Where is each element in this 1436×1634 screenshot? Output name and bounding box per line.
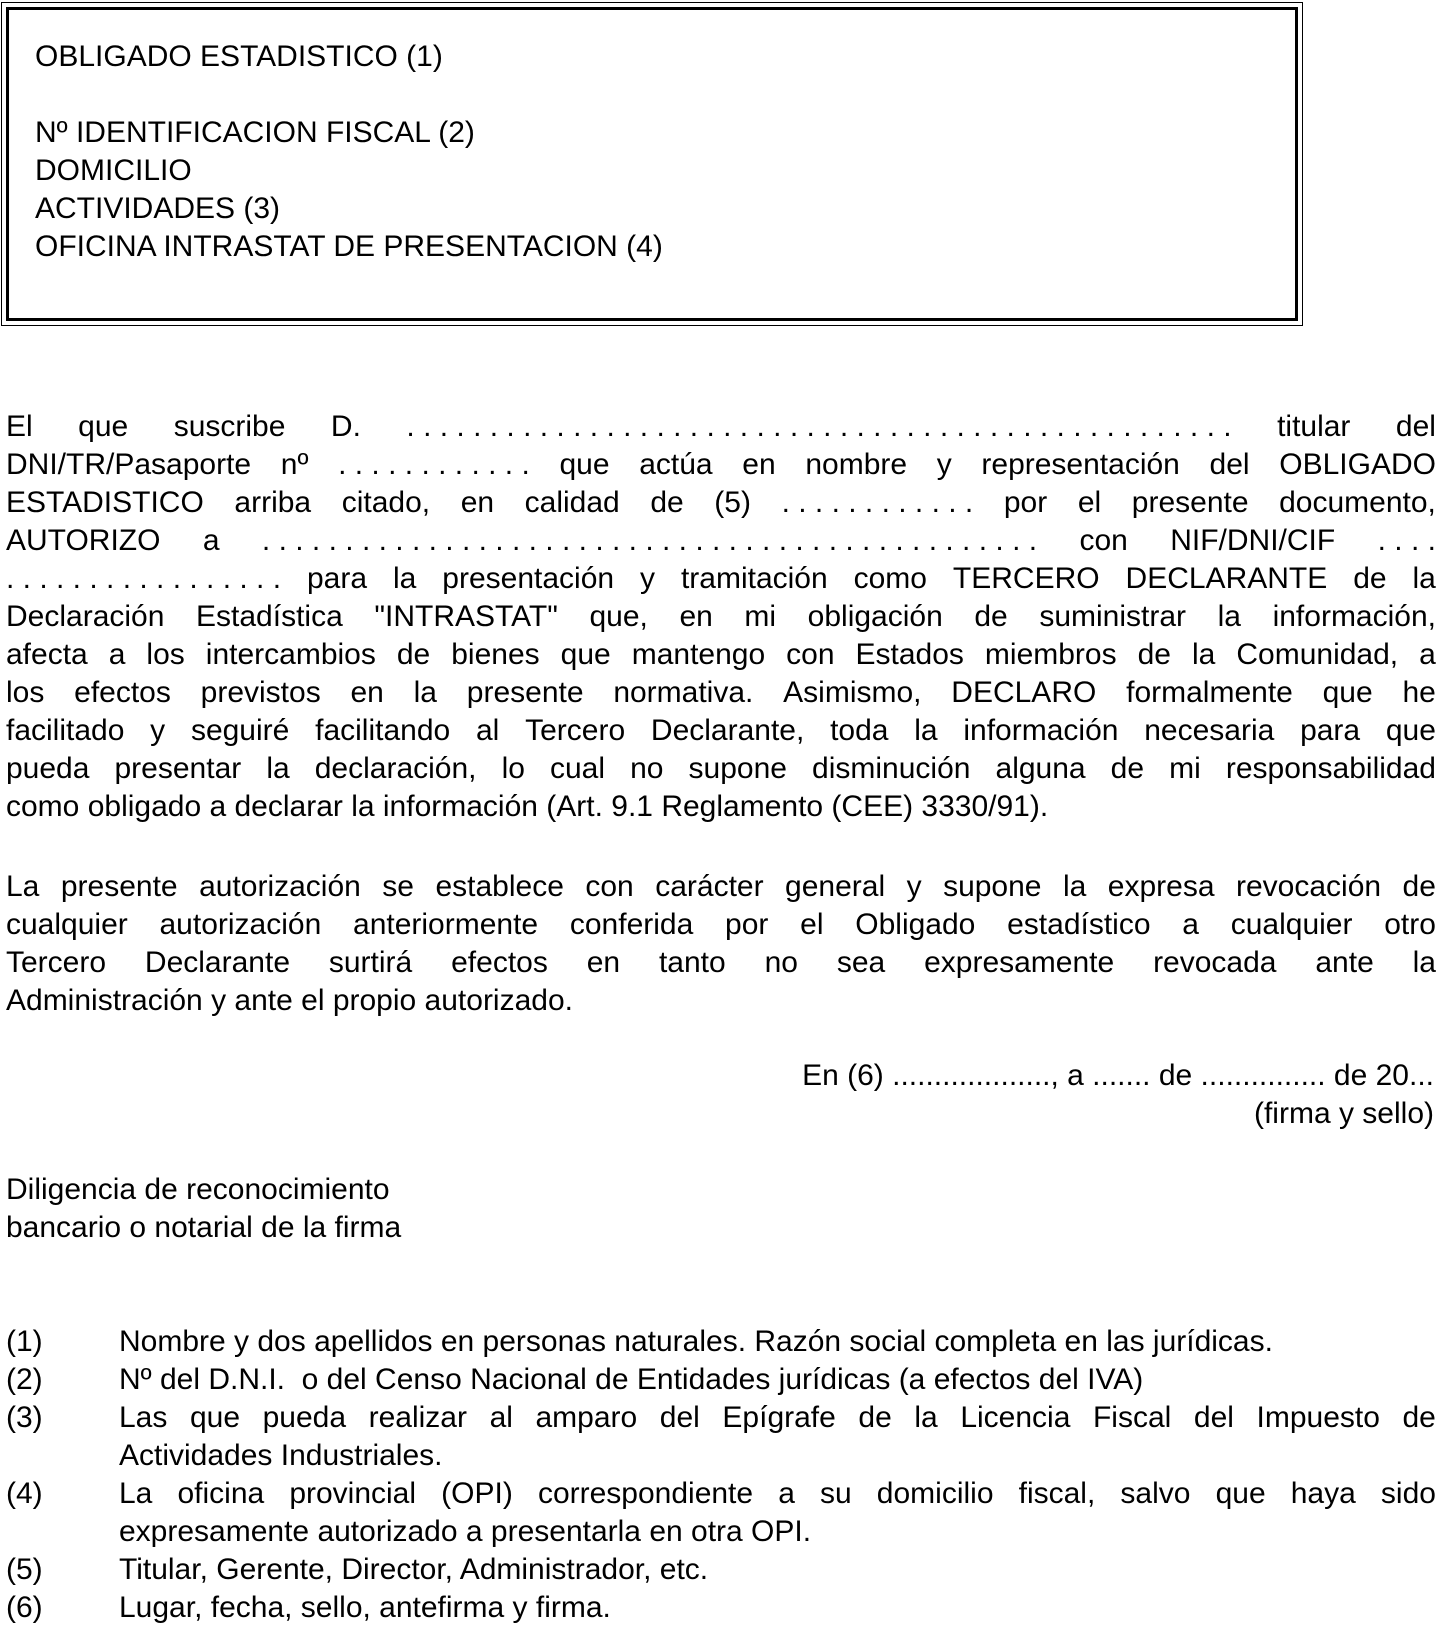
word: previstos [200,676,321,709]
footnote-text: Lugar, fecha, sello, antefirma y firma. [119,1591,611,1624]
header-actividades: ACTIVIDADES (3) [35,192,281,225]
word: Estados [855,638,964,671]
word: actúa [639,448,713,481]
word: Tercero [6,946,107,979]
word: afecta [6,638,88,671]
word: de [1137,638,1171,671]
word: autorización [199,870,361,903]
word: OBLIGADO [1279,448,1436,481]
word: a [778,1477,795,1510]
diligencia-block [6,1171,401,1247]
word: presentación [442,562,615,595]
word: cualquier [1230,908,1353,941]
footnote-number: (5) [6,1553,43,1586]
word: . . . . . . . . . . . . . . . . . . . . . . . . . . . . . . . . . . . . . . . . . . . . . . . [261,524,1038,557]
word: al [489,1401,513,1434]
word: Comunidad, [1236,638,1399,671]
word: La [6,870,40,903]
footnote-text-line: Actividades Industriales. [119,1439,443,1472]
para1-line [6,522,1436,560]
word: de [1402,870,1436,903]
footnote-text: Nombre y dos apellidos en personas naturales. Razón social completa en las jurídicas. [119,1325,1273,1358]
word: no [764,946,798,979]
word: la [1192,638,1216,671]
word: Declarante, [650,714,805,747]
word: a [1419,638,1436,671]
footnote-number: (6) [6,1591,43,1624]
para1-line [6,598,1436,636]
word: lo [501,752,525,785]
para1-line [6,674,1436,712]
word: la [1412,946,1436,979]
word: . . . . . . . . . . . . [781,486,974,519]
word: la [266,752,290,785]
place-date-line: En (6) ..................., a ....... de ............... de 20... [802,1059,1434,1092]
word: y [936,448,952,481]
word: cualquier [6,908,128,941]
word: y [640,562,656,595]
word: salvo [1120,1477,1191,1510]
header-nif: Nº IDENTIFICACION FISCAL (2) [35,116,475,149]
word: Epígrafe [722,1401,836,1434]
para2-line [6,944,1436,982]
signature-label: (firma y sello) [1253,1097,1434,1130]
para2-line [6,906,1436,944]
footnote-number: (3) [6,1401,43,1434]
word: para [307,562,368,595]
footnote-number: (1) [6,1325,43,1358]
word: de [974,600,1008,633]
word: mi [744,600,777,633]
word: la [1217,600,1241,633]
para1-line [6,750,1436,788]
footnote-text-container [119,1589,1436,1627]
header-obligado-estadistico: OBLIGADO ESTADISTICO (1) [35,40,443,73]
word: provincial [289,1477,417,1510]
word: oficina [177,1477,265,1510]
word: suscribe [173,410,286,443]
word: toda [830,714,889,747]
para1-line [6,712,1436,750]
para2-line [6,868,1436,906]
word: para [1300,714,1361,747]
footnote-number: (4) [6,1477,43,1510]
word: la [914,1401,938,1434]
word: facilitando [315,714,451,747]
word: cual [549,752,606,785]
word: que [559,448,610,481]
word: que [1215,1477,1266,1510]
word: he [1402,676,1436,709]
footnote-text-line [119,1475,1436,1513]
word: necesaria [1144,714,1275,747]
word: intercambios [205,638,376,671]
word: alguna [995,752,1086,785]
word: fiscal, [1018,1477,1096,1510]
word: nombre [805,448,908,481]
word: Tercero [525,714,626,747]
diligencia-line-1: Diligencia de reconocimiento [6,1173,390,1206]
footnote-item [6,1551,1436,1589]
word: los [146,638,185,671]
word: expresamente [924,946,1115,979]
word: no [630,752,664,785]
word: del [659,1401,700,1434]
word: Declaración [6,600,165,633]
word: . . . . . . . . . . . . . . . . . . . . . . . . . . . . . . . . . . . . . . . . . . . . . . . . . . [406,410,1232,443]
para1-line [6,408,1436,446]
word: D. [330,410,361,443]
footnote-item [6,1361,1436,1399]
header-fields [35,38,663,266]
word: representación [981,448,1180,481]
word: facilitado [6,714,125,747]
word: mi [1169,752,1201,785]
footnote-text-container [119,1475,1436,1551]
word: que [1322,676,1373,709]
word: que [1385,714,1436,747]
word: supone [943,870,1042,903]
word: Obligado [855,908,976,941]
word: del [1209,448,1250,481]
word: la [1412,562,1436,595]
footnote-text-line: expresamente autorizado a presentarla en otra OPI. [119,1515,812,1548]
word: que [78,410,129,443]
word: Las [119,1401,168,1434]
para1-line [6,446,1436,484]
word: a [108,638,126,671]
word: presente [60,870,178,903]
footnote-item [6,1399,1436,1475]
footnote-text-container [119,1361,1436,1399]
word: de [1353,562,1387,595]
word: Asimismo, [783,676,922,709]
word: en [742,448,776,481]
word: los [6,676,45,709]
diligencia-line-2: bancario o notarial de la firma [6,1211,402,1244]
word: la [1062,870,1087,903]
word: AUTORIZO [6,524,161,557]
footnote-text-container [119,1551,1436,1589]
word: en [679,600,713,633]
word: de [858,1401,892,1434]
word: documento, [1279,486,1436,519]
word: declaración, [314,752,477,785]
word: revocación [1236,870,1382,903]
footnote-number: (2) [6,1363,43,1396]
footnotes [6,1323,1436,1627]
word: información [963,714,1119,747]
word: DECLARANTE [1125,562,1328,595]
para1-line [6,560,1436,598]
header-domicilio: DOMICILIO [35,154,192,187]
word: carácter [655,870,764,903]
footnote-text-line [119,1399,1436,1437]
word: sea [836,946,886,979]
word: otro [1384,908,1436,941]
footnote-text: Nº del D.N.I. o del Censo Nacional de Entidades jurídicas (a efectos del IVA) [119,1363,1144,1396]
word: información, [1272,600,1436,633]
word: . . . . . . . . . . . . [338,448,530,481]
footnote-text: Titular, Gerente, Director, Administrador, etc. [119,1553,709,1586]
word: supone [688,752,787,785]
word: a [1182,908,1199,941]
word: con [786,638,835,671]
word: seguiré [190,714,290,747]
para1-line [6,636,1436,674]
word: . . . . [1377,524,1436,557]
word: por [725,908,769,941]
word: en [586,946,621,979]
word: haya [1290,1477,1356,1510]
word: citado, [341,486,431,519]
word: Declarante [144,946,290,979]
word: expresa [1107,870,1215,903]
word: su [820,1477,852,1510]
word: y [150,714,166,747]
word: en [460,486,495,519]
word: el [1077,486,1102,519]
word: conferida [569,908,694,941]
word: mantengo [631,638,766,671]
word: Estadística [196,600,343,633]
footnote-text-container [119,1323,1436,1361]
word: se [382,870,414,903]
word: por [1003,486,1048,519]
word: presente [466,676,584,709]
word: autorización [159,908,322,941]
word: que [560,638,611,671]
word: y [906,870,922,903]
word: la [413,676,437,709]
word: de [396,638,431,671]
word: a [202,524,220,557]
word: del [1395,410,1436,443]
word: titular [1277,410,1351,443]
word: de [1402,1401,1436,1434]
word: bienes [451,638,540,671]
word: correspondiente [537,1477,754,1510]
header-box [1,2,1303,326]
word: suministrar [1039,600,1187,633]
word: efectos [451,946,548,979]
para2-last-line: Administración y ante el propio autorizado. [6,984,573,1017]
word: anteriormente [353,908,539,941]
word: DNI/TR/Pasaporte [6,448,252,481]
word: que, [589,600,648,633]
word: del [1193,1401,1234,1434]
word: (5) [714,486,751,519]
authorization-paragraph [6,408,1436,826]
word: presente [1131,486,1249,519]
word: responsabilidad [1225,752,1436,785]
word: arriba [234,486,312,519]
word: de [650,486,684,519]
header-oficina-intrastat: OFICINA INTRASTAT DE PRESENTACION (4) [35,230,663,263]
word: NIF/DNI/CIF [1170,524,1336,557]
footnote-item [6,1323,1436,1361]
word: como [853,562,927,595]
word: que [189,1401,241,1434]
word: la [914,714,938,747]
word: La [119,1477,153,1510]
word: formalmente [1126,676,1293,709]
word: "INTRASTAT" [374,600,558,633]
word: Fiscal [1092,1401,1172,1434]
word: general [785,870,886,903]
word: el [800,908,824,941]
word: tramitación [680,562,828,595]
word: DECLARO [951,676,1097,709]
word: con [585,870,634,903]
revocation-paragraph [6,868,1436,1020]
word: disminución [812,752,971,785]
word: al [475,714,500,747]
word: calidad [524,486,620,519]
word: ESTADISTICO [6,486,204,519]
word: El [6,410,33,443]
word: sido [1380,1477,1436,1510]
word: ante [1315,946,1374,979]
footnote-item [6,1589,1436,1627]
word: presentar [114,752,242,785]
word: domicilio [876,1477,994,1510]
word: nº [280,448,309,481]
word: la [392,562,417,595]
word: pueda [262,1401,347,1434]
para1-last-line: como obligado a declarar la información (Art. 9.1 Reglamento (CEE) 3330/91). [6,790,1049,823]
para1-line [6,484,1436,522]
word: normativa. [613,676,754,709]
word: . . . . . . . . . . . . . . . . . [6,562,282,595]
word: revocada [1153,946,1277,979]
footnote-item [6,1475,1436,1551]
footnote-text-container [119,1399,1436,1475]
word: (OPI) [441,1477,513,1510]
word: con [1079,524,1128,557]
word: establece [435,870,564,903]
word: surtirá [328,946,413,979]
word: estadístico [1007,908,1151,941]
word: TERCERO [952,562,1100,595]
word: efectos [74,676,171,709]
word: Impuesto [1256,1401,1380,1434]
word: pueda [6,752,90,785]
word: tanto [658,946,726,979]
word: obligación [807,600,943,633]
word: Licencia [960,1401,1071,1434]
word: miembros [984,638,1117,671]
word: en [350,676,384,709]
word: realizar [368,1401,467,1434]
header-gap [35,76,663,114]
word: amparo [535,1401,638,1434]
word: de [1110,752,1145,785]
